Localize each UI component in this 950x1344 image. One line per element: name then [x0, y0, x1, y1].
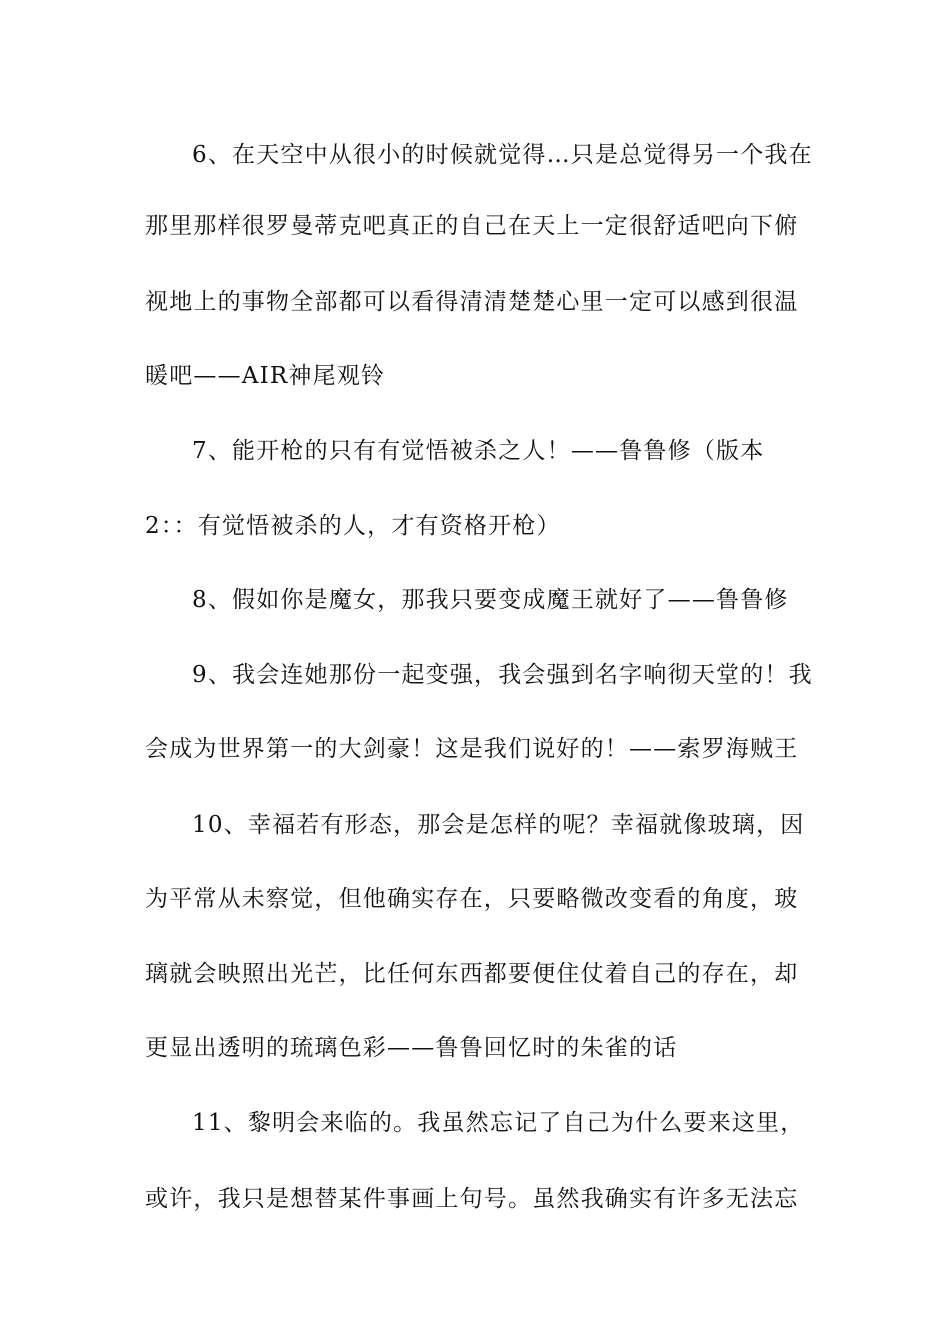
text-line: 璃就会映照出光芒，比任何东西都要便住仗着自己的存在，却: [145, 961, 799, 987]
text-line: 或许，我只是想替某件事画上句号。虽然我确实有许多无法忘: [145, 1186, 799, 1212]
text-line: 为平常从未察觉，但他确实存在，只要略微改变看的角度，玻: [145, 886, 799, 912]
text-line: 7、能开枪的只有有觉悟被杀之人！——鲁鲁修（版本: [192, 438, 765, 464]
text-line: 10、幸福若有形态，那会是怎样的呢？幸福就像玻璃，因: [192, 812, 805, 838]
text-line: 2：：有觉悟被杀的人，才有资格开枪）: [145, 513, 561, 539]
text-line: 暖吧——AIR神尾观铃: [145, 363, 386, 389]
text-line: 9、我会连她那份一起变强，我会强到名字响彻天堂的！我: [192, 662, 813, 688]
text-line: 8、假如你是魔女，那我只要变成魔王就好了——鲁鲁修: [192, 587, 789, 613]
text-line: 6、在天空中从很小的时候就觉得…只是总觉得另一个我在: [192, 142, 813, 168]
text-line: 会成为世界第一的大剑豪！这是我们说好的！——索罗海贼王: [145, 736, 799, 762]
text-line: 11、黎明会来临的。我虽然忘记了自己为什么要来这里，: [192, 1110, 805, 1136]
text-line: 那里那样很罗曼蒂克吧真正的自己在天上一定很舒适吧向下俯: [145, 213, 799, 239]
text-line: 更显出透明的琉璃色彩——鲁鲁回忆时的朱雀的话: [145, 1035, 678, 1061]
text-line: 视地上的事物全部都可以看得清清楚楚心里一定可以感到很温: [145, 289, 799, 315]
